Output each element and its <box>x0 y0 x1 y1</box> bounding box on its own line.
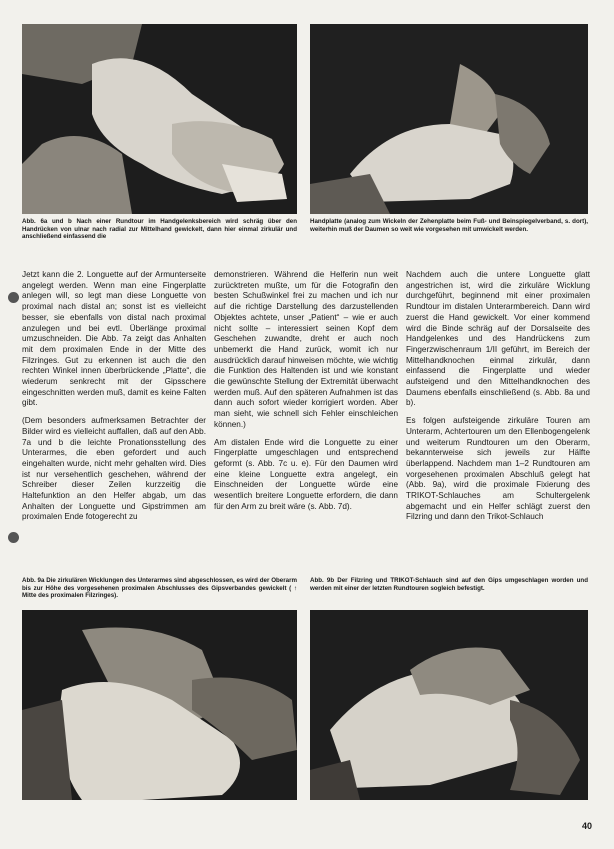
photo-6b <box>310 24 588 214</box>
page-number: 40 <box>581 821 592 831</box>
paragraph: Am distalen Ende wird die Longuette zu einer Fingerplatte umgeschlagen und entsprechend geformt (s. Abb. 7c u. e). Für den Daumen wird eine kleine Longuette extra angelegt, ein Einschneiden der Longuette würde eine wesentlich breitere Longuette erfordern, die dann für den Arm zu breit wäre (s. Abb. 7d). <box>214 437 398 511</box>
paragraph: Es folgen aufsteigende zirkuläre Touren am Unterarm, Achtertouren um den Ellenbogengelenk und weiterum Rundtouren um den Oberarm, bekannterweise sich jeweils zur Hälfte überlappend. Nachdem man 1–2 Rundtouren am vorgesehenen proximalen Abschluß gelegt hat (Abb. 9a), wird die proximale Fixierung des TRIKOT-Schlauches am Schultergelenk abgemacht und ein Helfer schlägt zuerst den Filzring und dann den Trikot-Schlauch <box>406 416 590 522</box>
paragraph: Nachdem auch die untere Longuette glatt angestrichen ist, wird die zirkuläre Wicklung durchgeführt, beginnend mit einer proximalen Rundtour im distalen Unterarmbereich. Dann wird zuerst die Hand gewickelt. Vor einer kommend wird die Binde schräg auf der Dorsalseite des Handgelenkes und des Handrückens zum Fingerzwischenraum 1/II geführt, im Bereich der Mittelhandknochen einmal zirkulär, dann einfassend die Fingerplatte und wieder aufsteigend und den Mittelhandknochen des Daumens ebenfalls einschließend (s. Abb. 8a und b). <box>406 270 590 408</box>
photo-9a <box>22 610 297 800</box>
caption-9b: Abb. 9b Der Filzring und TRIKOT-Schlauch sind auf den Gips umgeschlagen worden und werden mit einer der letzten Rundtouren sogleich befestigt. <box>310 577 588 592</box>
photo-6b-image <box>310 24 588 214</box>
paragraph: demonstrieren. Während die Helferin nun weit zurücktreten mußte, um für die Fotografin den besten Schußwinkel frei zu machen und ich nur auf die richtige Darstellung des darzustellenden Objektes achtete, unser „Patient“ – wie er auch nicht sollte – interessiert seinen Kopf dem Geschehen zuwandte, dreht er auch noch unbemerkt die Hand zurück, womit ich nur ausdrücklich darauf hinweisen möchte, wie wichtig die Funktion des Haltenden ist und wie konstant die gewünschte Stellung der Extremität überwacht werden muß. Auf den späteren Aufnahmen ist das dann auch sofort wieder korrigiert worden. Aber man sieht, wie schnell sich Fehler einschleichen können.) <box>214 270 398 429</box>
caption-6a: Abb. 6a und b Nach einer Rundtour im Handgelenksbereich wird schräg über den Handrücken von ulnar nach radial zur Mittelhand gewickelt, dann hier einmal zirkulär und anschließend einfassend die <box>22 218 297 241</box>
punch-hole-icon <box>8 532 19 543</box>
paragraph: Jetzt kann die 2. Longuette auf der Armunterseite angelegt werden. Wenn man eine Fingerplatte anlegen will, so legt man diese Longuette von proximal nach distal an; sonst ist es vielleicht besser, sie ebenfalls von distal nach proximal anzulegen und bei evtl. Überlänge proximal umzuschneiden. Die Abb. 7a zeigt das Anhalten mit dem proximalen Ende in der Mitte des Filzringes. Gut zu erkennen ist auch die den rechten Winkel innen überbrückende „Platte“, die wiederum senkrecht mit der Gipsschere eingeschnitten werden muß, damit es keine Falten gibt. <box>22 270 206 408</box>
photo-6a-image <box>22 24 297 214</box>
photo-9a-image <box>22 610 297 800</box>
column-middle <box>214 270 398 519</box>
column-right <box>406 270 590 530</box>
column-left <box>22 270 206 530</box>
photo-6a <box>22 24 297 214</box>
caption-9a: Abb. 9a Die zirkulären Wicklungen des Unterarmes sind abgeschlossen, es wird der Oberarm bis zur Höhe des vorgesehenen proximalen Abschlusses des Gipsverbandes gewickelt ( ↑ Mitte des proximalen Filzringes). <box>22 577 297 600</box>
punch-hole-icon <box>8 292 19 303</box>
caption-6b: Handplatte (analog zum Wickeln der Zehenplatte beim Fuß- und Beinspiegelverband, s. dort), weiterhin muß der Daumen so weit wie vorgesehen mit umwickelt werden. <box>310 218 588 233</box>
paragraph: (Dem besonders aufmerksamen Betrachter der Bilder wird es vielleicht auffallen, daß auf den Abb. 7a und b die leichte Pronationsstellung des Unterarmes, die eben gefordert und auch eingehalten wurde, nicht mehr gehalten wird. Dies ist nur versehentlich geschehen, während der Schreiber dieser Zeilen kurzzeitig die Haltefunktion an den Helfer abgab, um das Anhalten der Longuette und Gipstrimmen am proximalen Ende fotogerecht zu <box>22 416 206 522</box>
photo-9b-image <box>310 610 588 800</box>
photo-9b <box>310 610 588 800</box>
